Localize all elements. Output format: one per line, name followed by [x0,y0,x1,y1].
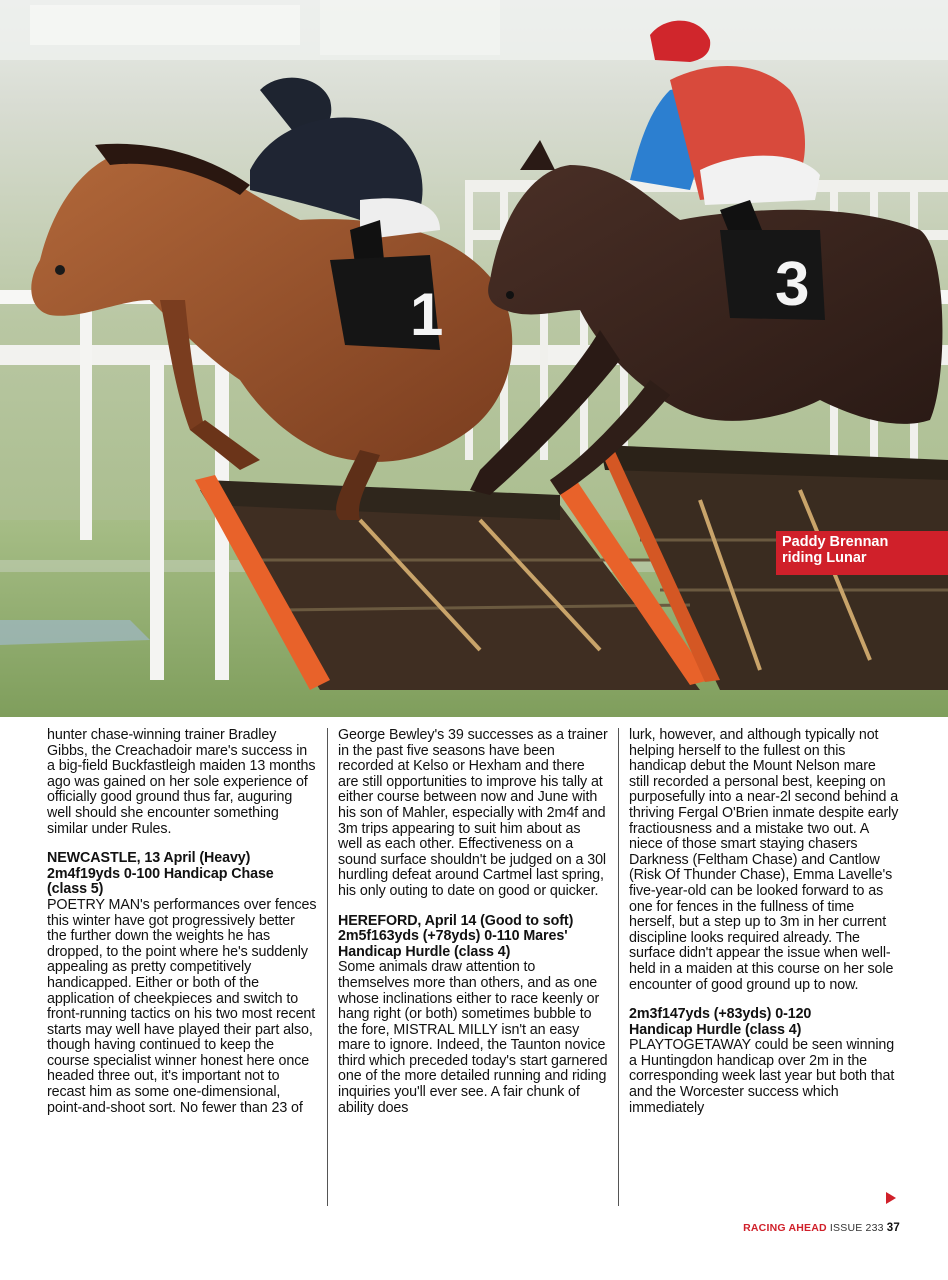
race-heading-hereford [338,914,608,961]
article-column-3 [629,728,899,1116]
heading-line: NEWCASTLE, 13 April (Heavy) [47,850,251,867]
column-1-intro: hunter chase-winning trainer Bradley Gibbs, the Creachadoir mare's success in a big-field Buckfastleigh maiden 13 months ago was gained on her sole experience of officially good ground thus far, auguring well should she encounter something similar under Rules. [47,727,316,837]
caption-line-1: Paddy Brennan [782,534,889,550]
column-3-intro: lurk, however, and although typically not helping herself to the fullest on this handicap debut the Mount Nelson mare still recorded a personal best, keeping on purposefully into a near-2l second behind a thriving Fergal O'Brien inmate despite early fractiousness and a mistake two out. A niece of those smart staying chasers Darkness (Feltham Chase) and Cantlow (Risk Of Thunder Chase), Emma Lavelle's five-year-old can be looked forward to as one for fences in the fullness of time herself, but a step up to 3m in her current discipline looks required already. The surface didn't appear the issue when well-held in a maiden at this course on her sole encounter of good ground up to now. [629,727,899,993]
column-3-body: PLAYTOGETAWAY could be seen winning a Huntingdon handicap over 2m in the corresponding week last year but both that and the Worcester success which immediately [629,1037,895,1116]
heading-line: Handicap Hurdle (class 4) [338,943,511,960]
page-footer [743,1222,900,1234]
svg-text:3: 3 [775,250,810,319]
column-divider [618,728,619,1206]
heading-line: 2m3f147yds (+83yds) 0-120 [629,1006,812,1023]
caption-line-2: riding Lunar [782,550,867,566]
heading-line: (class 5) [47,881,104,898]
magazine-brand: RACING AHEAD [743,1222,827,1234]
article-column-1 [47,728,317,1116]
heading-line: HEREFORD, April 14 (Good to soft) [338,912,574,929]
column-1-body: POETRY MAN's performances over fences this winter have got progressively better the further down the weights he has dropped, to the point where he's suddenly appealing as pretty competitively handicapped. Either or both of the application of cheekpieces and switch to front-running tactics on his two most recent starts may well have played their part also, though having continued to keep the course specialist winner honest here once headed three out, it's important not to recast him as some one-dimensional, point-and-shoot sort. No fewer than 23 of [47,896,317,1116]
article-column-2 [338,728,608,1116]
column-2-body: Some animals draw attention to themselves more than others, and as one whose inclinations either to race keenly or hang right (or both) sometimes bubble to the fore, MISTRAL MILLY isn't an easy mare to ignore. Indeed, the Taunton novice third which preceded today's start garnered one of the more detailed running and riding inquiries you'll ever see. A fair chunk of ability does [338,959,608,1116]
issue-number: ISSUE 233 [829,1222,884,1234]
svg-text:1: 1 [410,281,444,348]
heading-line: Handicap Hurdle (class 4) [629,1021,802,1038]
heading-line: 2m5f163yds (+78yds) 0-110 Mares' [338,928,568,945]
photo-caption [776,531,948,575]
column-2-intro: George Bewley's 39 successes as a trainer in the past five seasons have been recorded at Kelso or Hexham and there are still opportunities to improve his tally at either course between now and June with his son of Mahler, especially with 2m4f and 3m trips appearing to suit him about as well as each other. Effectiveness on a sound surface shouldn't be judged on a 30l hurdling defeat around Cartmel last spring, his only outing to date on good or quicker. [338,727,608,899]
continue-arrow-icon [886,1192,896,1204]
race-heading-newcastle [47,851,317,898]
race-heading-hurdle [629,1007,899,1038]
page-number: 37 [886,1222,900,1234]
column-divider [327,728,328,1206]
heading-line: 2m4f19yds 0-100 Handicap Chase [47,865,274,882]
